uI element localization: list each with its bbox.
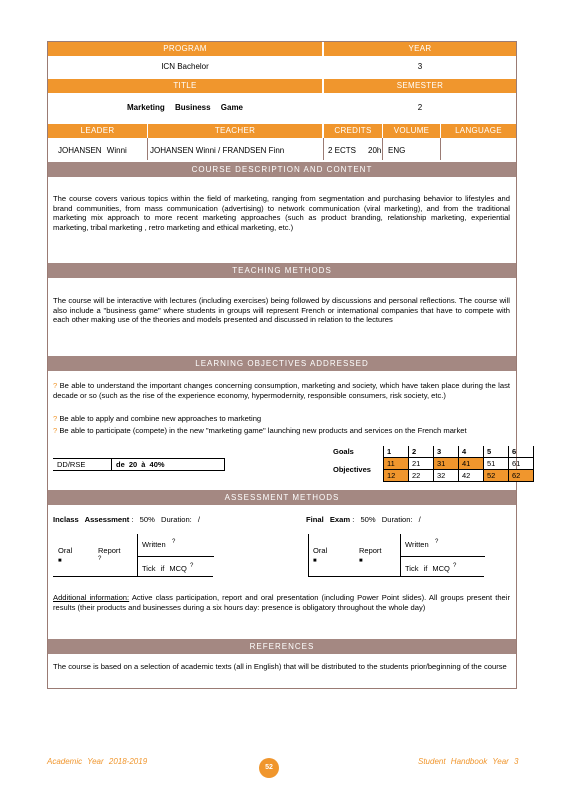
objective-cell: 22 — [409, 470, 434, 482]
additional-information — [53, 593, 510, 612]
teacher-divider — [323, 138, 324, 160]
objective-item — [53, 414, 510, 424]
objective-cell: 51 — [484, 458, 509, 470]
objectives-row — [330, 458, 534, 470]
written-box — [400, 534, 484, 577]
goals-label: Goals — [333, 447, 354, 457]
teaching-methods-text: The course will be interactive with lectures (including exercises) being followed by discussions and personal reflections. The course will also include a "business game" where students in groups will represent French or international companies that have to compete with each other making use of the theories and models presented and discussed in relation to the lectures — [53, 296, 510, 325]
objective-cell: 62 — [509, 470, 534, 482]
report-checkbox[interactable]: ■ — [359, 558, 363, 564]
goal-number: 3 — [434, 446, 459, 458]
leader-label: LEADER — [48, 124, 147, 138]
report-label: Report — [98, 546, 121, 555]
report-label: Report — [359, 546, 382, 555]
footer-handbook: Student Handbook Year 3 — [418, 757, 519, 766]
written-label: Written — [405, 540, 429, 549]
written-divider — [401, 556, 485, 557]
title-label: TITLE — [48, 79, 322, 93]
teacher-value: JOHANSEN Winni / FRANDSEN Finn — [150, 146, 285, 155]
objective-cell: 41 — [459, 458, 484, 470]
goals-row — [330, 446, 534, 458]
page-number: 52 — [265, 764, 273, 771]
volume-value: 20h — [368, 146, 382, 155]
volume-divider — [440, 138, 441, 160]
bullet-icon: ? — [53, 414, 58, 423]
references-heading: REFERENCES — [48, 639, 516, 654]
teaching-methods-heading: TEACHING METHODS — [48, 263, 516, 278]
inclass-bottom-rule — [53, 576, 137, 577]
final-bottom-rule — [308, 576, 400, 577]
bullet-icon: ? — [53, 381, 58, 390]
written-label: Written — [142, 540, 166, 549]
goal-number: 5 — [484, 446, 509, 458]
final-exam — [306, 515, 421, 524]
footer-academic-year: Academic Year 2018-2019 — [47, 757, 148, 766]
volume-label: VOLUME — [383, 124, 440, 138]
objective-cell: 42 — [459, 470, 484, 482]
credits-value: 2 ECTS — [328, 146, 357, 155]
objective-cell: 21 — [409, 458, 434, 470]
leader-divider — [147, 138, 148, 160]
additional-label: Additional information: — [53, 593, 130, 602]
teacher-label: TEACHER — [148, 124, 322, 138]
objective-text: Be able to understand the important changes concerning consumption, marketing and society, which have taken place during the last decade or so (such as the rise of the experience economy, hypermodernity, responsible consumers, risk society, etc.) — [53, 381, 510, 400]
year-label: YEAR — [324, 42, 516, 56]
program-label: PROGRAM — [48, 42, 322, 56]
goal-number: 4 — [459, 446, 484, 458]
learning-objectives-heading: LEARNING OBJECTIVES ADDRESSED — [48, 356, 516, 371]
final-options — [308, 532, 484, 577]
mcq-checkbox[interactable]: ? — [453, 563, 457, 569]
credits-divider — [382, 138, 383, 160]
leader-value: JOHANSEN Winni — [58, 146, 127, 155]
course-description-text: The course covers various topics within the field of marketing, ranging from segmentation and purchasing behavior to lifestyles and brand communities, from mass communication (advertising) to network communication (viral marketing), and from the traditional marketing mix approach to more recent marketing approaches (such as product branding, relationship marketing, experiential marketing, tribal marketing , retro marketing and ethical marketing, etc.) — [53, 194, 510, 232]
course-description-heading: COURSE DESCRIPTION AND CONTENT — [48, 162, 516, 177]
year-value: 3 — [417, 62, 423, 71]
bullet-icon: ? — [53, 426, 58, 435]
objective-text: Be able to participate (compete) in the new "marketing game" launching new products and services on the French market — [59, 426, 467, 435]
objective-cell: 12 — [384, 470, 409, 482]
page-number-badge — [259, 758, 279, 778]
program-value: ICN Bachelor — [161, 62, 209, 71]
references-text: The course is based on a selection of academic texts (all in English) that will be distributed to the students prior/beginning of the course — [53, 662, 507, 671]
semester-label: SEMESTER — [324, 79, 516, 93]
objectives-label: Objectives — [333, 465, 371, 474]
tick-mcq-label: Tick if MCQ — [405, 564, 450, 573]
inclass-detail: : 50% Duration: / — [131, 515, 201, 524]
goal-number: 6 — [509, 446, 534, 458]
inclass-label: Inclass Assessment — [53, 515, 130, 524]
written-checkbox[interactable]: ? — [172, 539, 176, 545]
oral-label: Oral — [58, 546, 73, 555]
goal-number: 1 — [384, 446, 409, 458]
additional-text: Active class participation, report and oral presentation (including Power Point slides). All groups present their results (their products and businesses during a six hours day: presence is obligatory throughout the whole day) — [53, 593, 510, 612]
written-box — [137, 534, 213, 577]
report-checkbox[interactable]: ? — [98, 556, 102, 562]
inclass-assessment — [53, 515, 200, 524]
objective-cell: 31 — [434, 458, 459, 470]
goal-number: 2 — [409, 446, 434, 458]
ddrse-bottom-rule — [53, 470, 225, 471]
written-checkbox[interactable]: ? — [435, 539, 439, 545]
ddrse-value: de 20 à 40% — [116, 460, 165, 469]
ddrse-top-rule — [53, 458, 225, 459]
tick-mcq-label: Tick if MCQ — [142, 564, 187, 573]
objective-cell: 61 — [509, 458, 534, 470]
assessment-methods-heading: ASSESSMENT METHODS — [48, 490, 516, 505]
language-label: LANGUAGE — [441, 124, 516, 138]
semester-value: 2 — [417, 103, 423, 112]
objective-text: Be able to apply and combine new approaches to marketing — [59, 414, 262, 423]
mcq-checkbox[interactable]: ? — [190, 563, 194, 569]
inclass-options — [53, 532, 213, 577]
objective-item — [53, 381, 510, 400]
objective-cell: 32 — [434, 470, 459, 482]
title-value: Marketing Business Game — [126, 103, 244, 112]
oral-checkbox[interactable]: ■ — [313, 558, 317, 564]
goals-objectives-table — [330, 446, 534, 482]
final-label: Final Exam — [306, 515, 351, 524]
oral-label: Oral — [313, 546, 328, 555]
credits-label: CREDITS — [324, 124, 382, 138]
objective-cell: 11 — [384, 458, 409, 470]
ddrse-label: DD/RSE — [57, 460, 86, 469]
final-detail: : 50% Duration: / — [352, 515, 421, 524]
objective-item — [53, 426, 510, 436]
written-divider — [138, 556, 214, 557]
language-value: ENG — [388, 146, 406, 155]
final-left-border — [308, 534, 309, 577]
objective-cell: 52 — [484, 470, 509, 482]
oral-checkbox[interactable]: ■ — [58, 558, 62, 564]
